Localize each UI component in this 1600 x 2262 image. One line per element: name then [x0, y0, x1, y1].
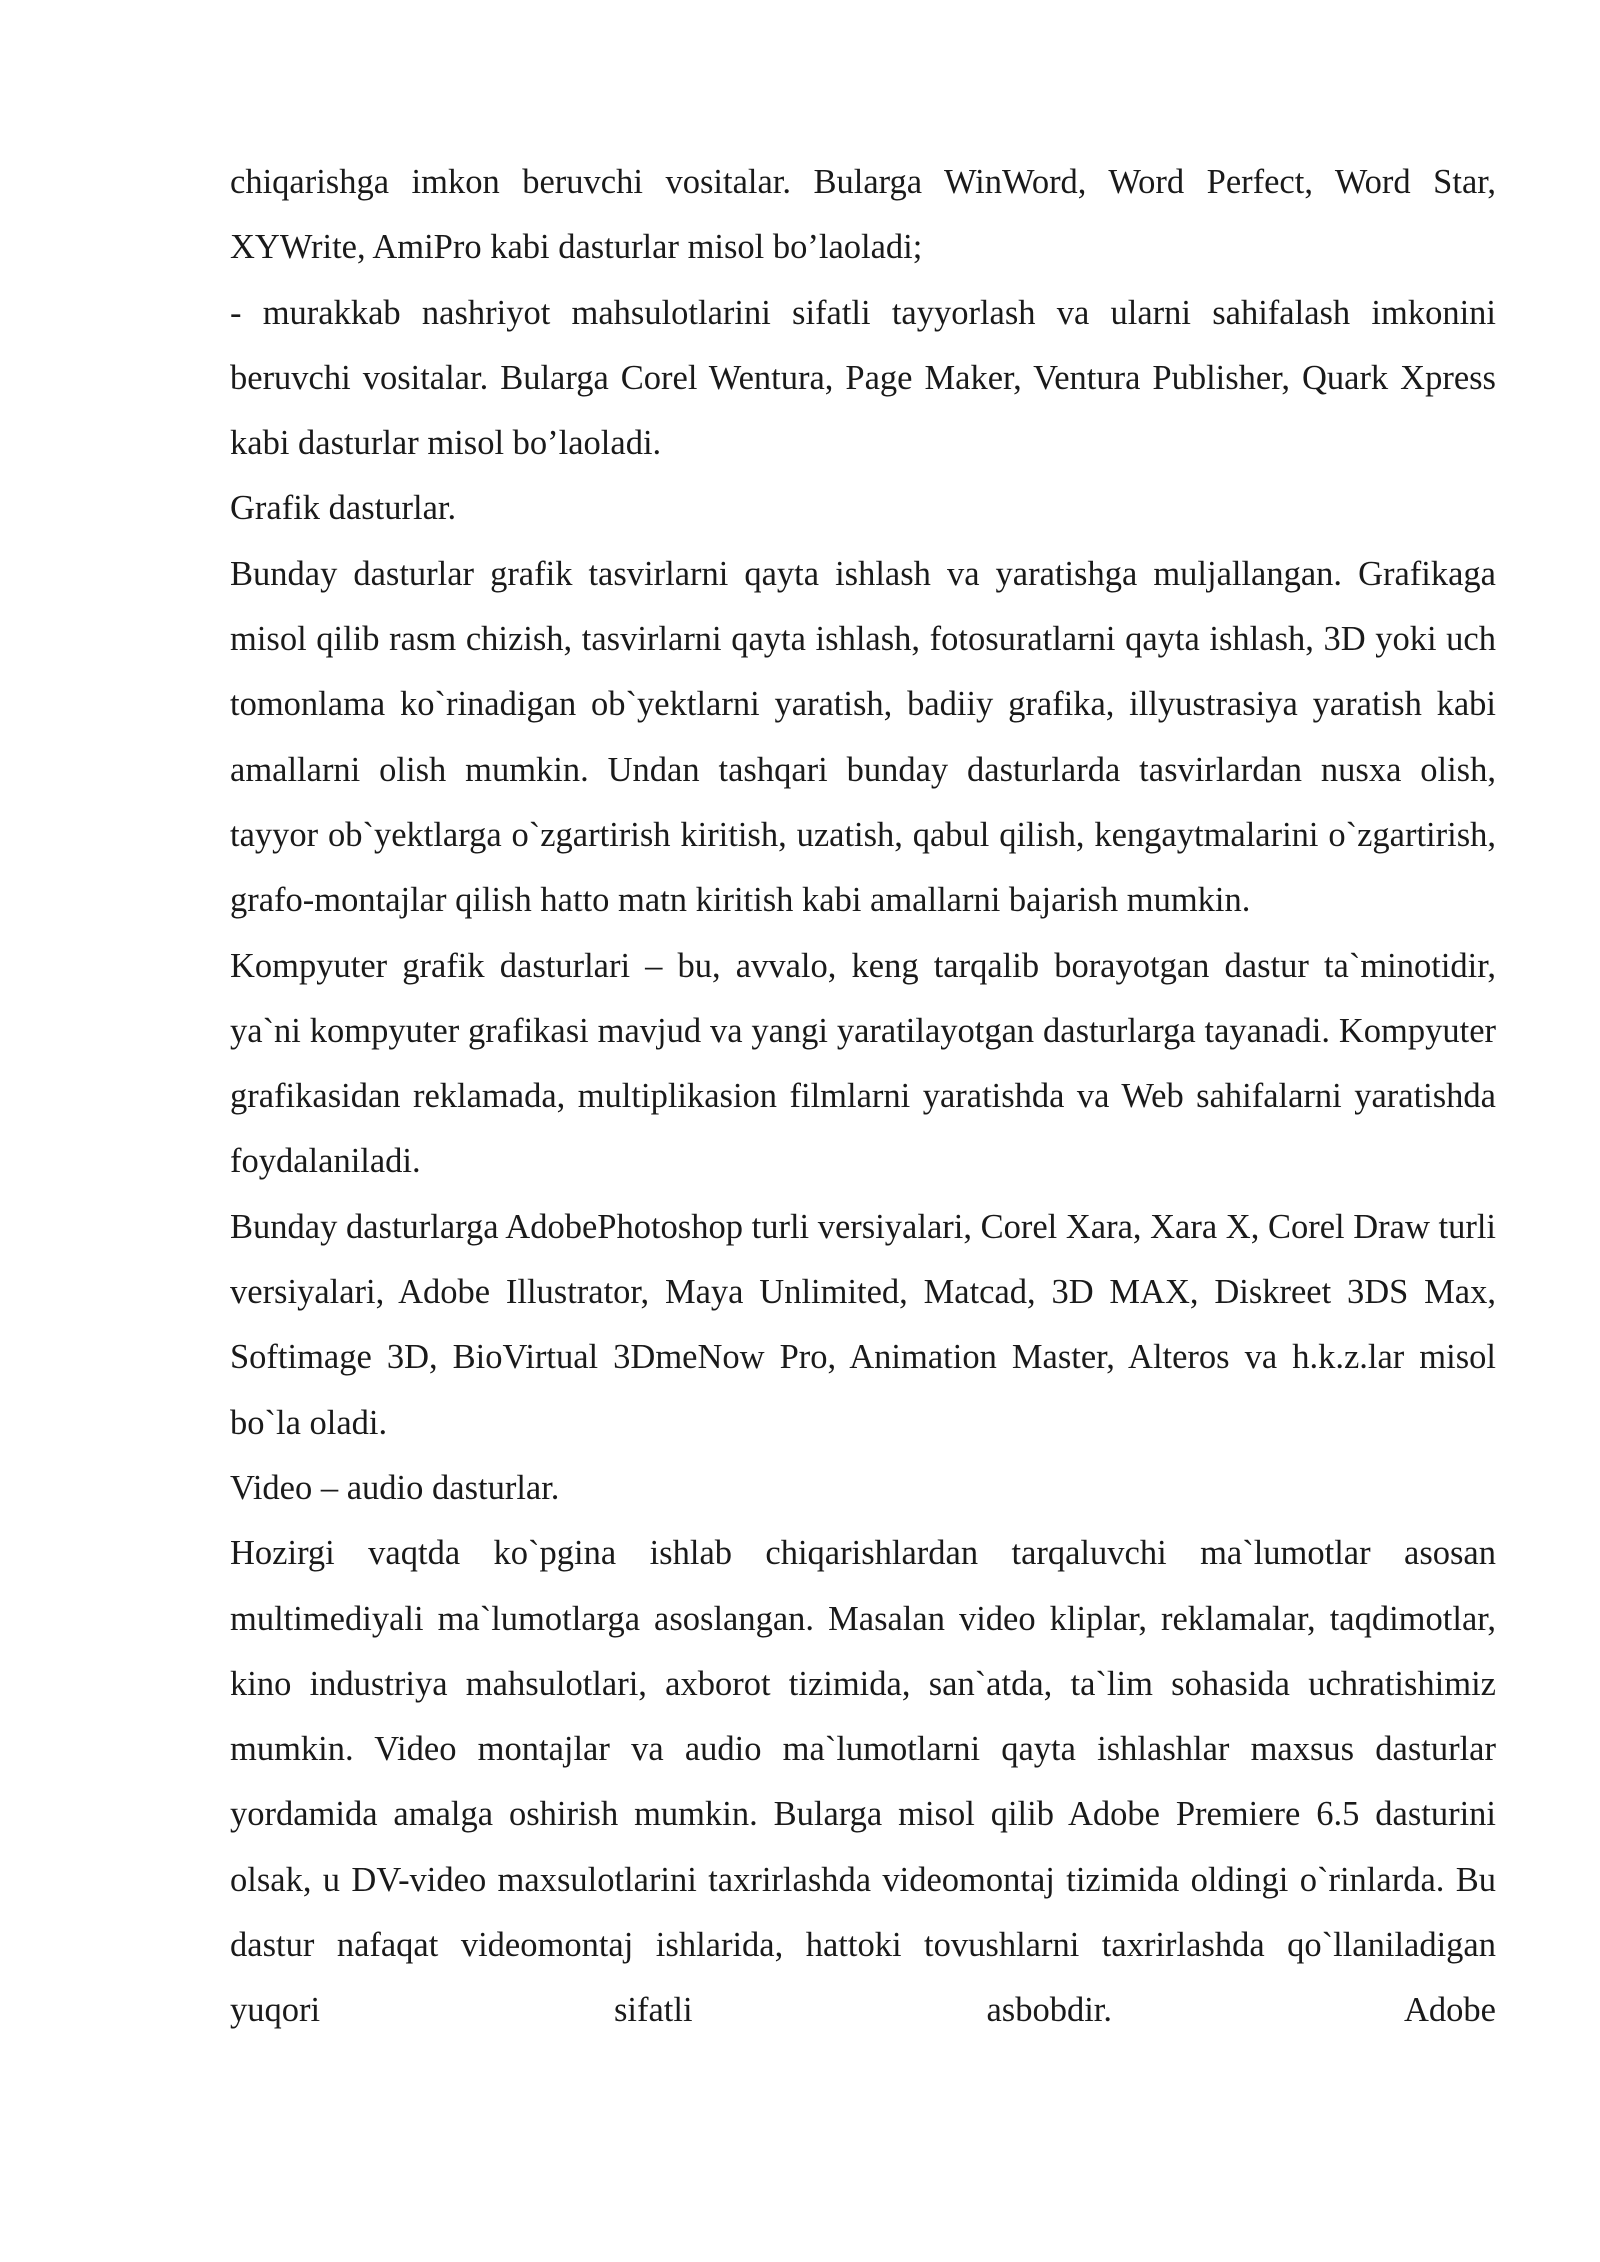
- heading-video-audio-programs: Video – audio dasturlar.: [230, 1468, 560, 1507]
- paragraph-publishing-tools: - murakkab nashriyot mahsulotlarini sifatli tayyorlash va ularni sahifalash imkonini beruvchi vositalar. Bularga Corel Wentura, Page Maker, Ventura Publisher, Quark Xpress kabi dasturlar misol bo’laoladi.: [230, 293, 1496, 463]
- heading-graphic-programs: Grafik dasturlar.: [230, 489, 457, 528]
- paragraph-computer-graphics: Kompyuter grafik dasturlari – bu, avvalo, keng tarqalib borayotgan dastur ta`minotidir, ya`ni kompyuter grafikasi mavjud va yangi yaratilayotgan dasturlarga tayanadi. Kompyuter grafikasidan reklamada, multiplikasion filmlarni yaratishda va Web sahifalarni yaratishda foydalaniladi.: [230, 946, 1496, 1181]
- paragraph-multimedia-description: Hozirgi vaqtda ko`pgina ishlab chiqarishlardan tarqaluvchi ma`lumotlar asosan multimediyali ma`lumotlarga asoslangan. Masalan video kliplar, reklamalar, taqdimotlar, kino industriya mahsulotlari, axborot tizimida, san`atda, ta`lim sohasida uchratishimiz mumkin. Video montajlar va audio ma`lumotlarni qayta ishlashlar maxsus dasturlar yordamida amalga oshirish mumkin. Bularga misol qilib Adobe Premiere 6.5 dasturini olsak, u DV-video maxsulotlarini taxrirlashda videomontaj tizimida oldingi o`rinlarda. Bu dastur nafaqat videomontaj ishlarida, hattoki tovushlarni taxrirlashda qo`llaniladigan yuqori sifatli asbobdir. Adobe: [230, 1534, 1496, 2030]
- paragraph-graphic-program-examples: Bunday dasturlarga AdobePhotoshop turli versiyalari, Corel Xara, Xara X, Corel Draw turli versiyalari, Adobe Illustrator, Maya Unlimited, Matcad, 3D MAX, Diskreet 3DS Max, Softimage 3D, BioVirtual 3DmeNow Pro, Animation Master, Alteros va h.k.z.lar misol bo`la oladi.: [230, 1207, 1496, 1442]
- paragraph-word-processors-end: chiqarishga imkon beruvchi vositalar. Bularga WinWord, Word Perfect, Word Star, XYWrite, AmiPro kabi dasturlar misol bo’laoladi;: [230, 163, 1496, 267]
- paragraph-graphic-programs-description: Bunday dasturlar grafik tasvirlarni qayta ishlash va yaratishga muljallangan. Grafikaga misol qilib rasm chizish, tasvirlarni qayta ishlash, fotosuratlarni qayta ishlash, 3D yoki uch tomonlama ko`rinadigan ob`yektlarni yaratish, badiiy grafika, illyustrasiya yaratish kabi amallarni olish mumkin. Undan tashqari bunday dasturlarda tasvirlardan nusxa olish, tayyor ob`yektlarga o`zgartirish kiritish, uzatish, qabul qilish, kengaytmalarini o`zgartirish, grafo-montajlar qilish hatto matn kiritish kabi amallarni bajarish mumkin.: [230, 554, 1496, 920]
- document-page: [230, 150, 1496, 2044]
